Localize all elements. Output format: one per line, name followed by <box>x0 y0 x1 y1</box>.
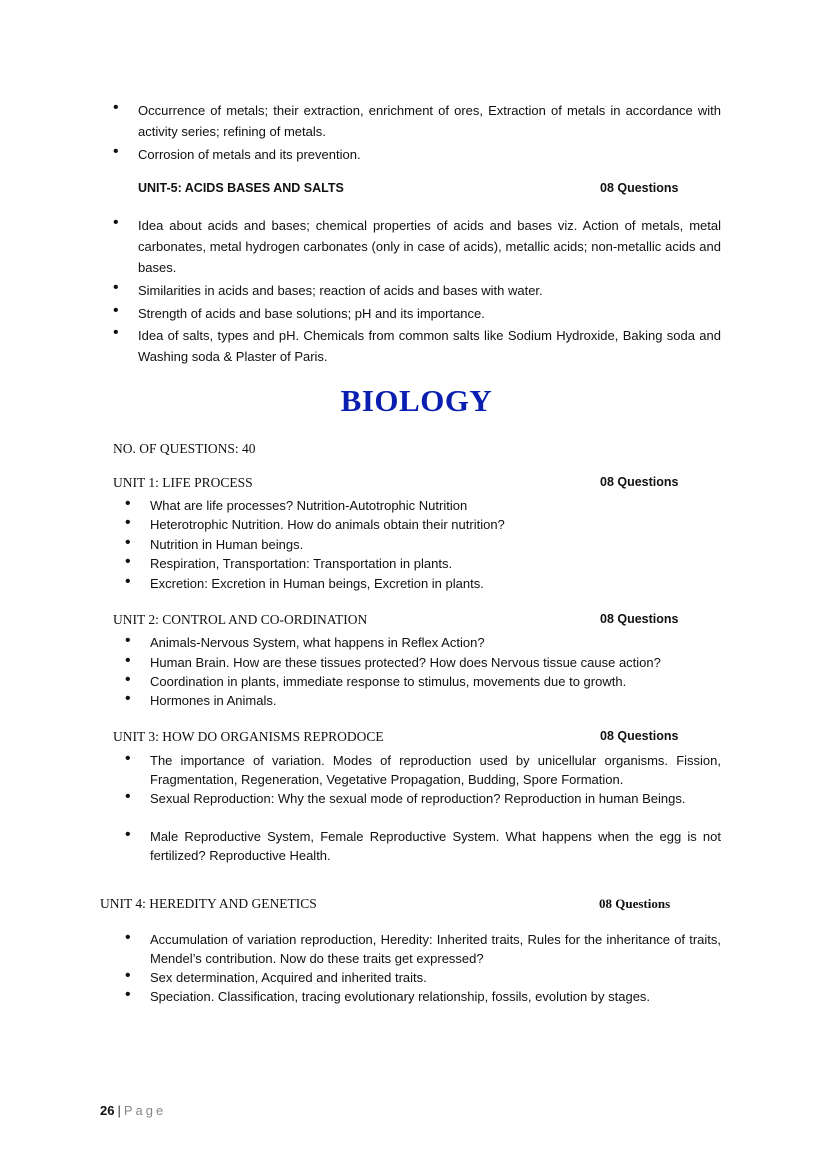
unit-heading: UNIT 3: HOW DO ORGANISMS REPRODOCE <box>113 729 384 744</box>
list-item-text: Heterotrophic Nutrition. How do animals obtain their nutrition? <box>150 517 505 532</box>
list-item-text: Accumulation of variation reproduction, Heredity: Inherited traits, Rules for the inheritance of traits, Mendel’s contribution. Now do these traits get expressed? <box>150 932 721 966</box>
list-item-text: Sex determination, Acquired and inherited traits. <box>150 970 427 985</box>
page-label: Page <box>123 1103 167 1118</box>
bullet-icon: • <box>125 495 131 512</box>
bullet-icon: • <box>125 514 131 531</box>
list-item-text: What are life processes? Nutrition-Autotrophic Nutrition <box>150 498 468 513</box>
unit-heading: UNIT-5: ACIDS BASES AND SALTS <box>138 181 344 195</box>
page-footer <box>100 1103 166 1118</box>
bullet-icon: • <box>113 143 119 160</box>
bullet-icon: • <box>125 632 131 649</box>
question-count: 08 Questions <box>600 181 679 195</box>
page-number: 26 <box>100 1103 115 1118</box>
bullet-icon: • <box>113 324 119 341</box>
list-item-text: Excretion: Excretion in Human beings, Excretion in plants. <box>150 576 484 591</box>
question-count: 08 Questions <box>599 896 671 911</box>
question-count: 08 Questions <box>600 729 679 743</box>
list-item-text: Similarities in acids and bases; reaction of acids and bases with water. <box>138 283 543 298</box>
list-item-text: Occurrence of metals; their extraction, enrichment of ores, Extraction of metals in accordance with activity series; refining of metals. <box>138 103 721 139</box>
bullet-icon: • <box>125 826 131 843</box>
bullet-icon: • <box>113 279 119 296</box>
question-count: 08 Questions <box>600 475 679 489</box>
bullet-icon: • <box>125 967 131 984</box>
bullet-icon: • <box>125 534 131 551</box>
list-item-text: The importance of variation. Modes of reproduction used by unicellular organisms. Fission, Fragmentation, Regeneration, Vegetative Propagation, Budding, Spore Formation. <box>150 753 721 787</box>
section-title: BIOLOGY <box>340 383 493 418</box>
bullet-icon: • <box>125 986 131 1003</box>
list-item-text: Animals-Nervous System, what happens in Reflex Action? <box>150 635 485 650</box>
bullet-icon: • <box>113 302 119 319</box>
list-item-text: Coordination in plants, immediate response to stimulus, movements due to growth. <box>150 674 627 689</box>
question-count: 08 Questions <box>600 612 679 626</box>
list-item-text: Male Reproductive System, Female Reproductive System. What happens when the egg is not fertilized? Reproductive Health. <box>150 829 721 863</box>
bullet-icon: • <box>125 553 131 570</box>
list-item-text: Respiration, Transportation: Transportation in plants. <box>150 556 453 571</box>
list-item-text: Human Brain. How are these tissues protected? How does Nervous tissue cause action? <box>150 655 661 670</box>
bullet-icon: • <box>125 750 131 767</box>
unit-heading: UNIT 1: LIFE PROCESS <box>113 475 253 490</box>
list-item-text: Corrosion of metals and its prevention. <box>138 147 361 162</box>
unit-heading: UNIT 2: CONTROL AND CO-ORDINATION <box>113 612 368 627</box>
bullet-icon: • <box>125 690 131 707</box>
bullet-icon: • <box>125 573 131 590</box>
bullet-icon: • <box>125 652 131 669</box>
question-total: NO. OF QUESTIONS: 40 <box>113 441 256 456</box>
unit-heading: UNIT 4: HEREDITY AND GENETICS <box>100 896 317 911</box>
bullet-icon: • <box>125 929 131 946</box>
bullet-icon: • <box>125 671 131 688</box>
bullet-icon: • <box>113 99 119 116</box>
footer-separator: | <box>117 1103 121 1118</box>
list-item-text: Strength of acids and base solutions; pH and its importance. <box>138 306 485 321</box>
list-item-text: Idea about acids and bases; chemical properties of acids and bases viz. Action of metals, metal carbonates, metal hydrogen carbonates (only in case of acids), metallic acids; non-metallic acids and bases. <box>138 218 721 275</box>
list-item-text: Idea of salts, types and pH. Chemicals from common salts like Sodium Hydroxide, Baking soda and Washing soda & Plaster of Paris. <box>138 328 721 364</box>
list-item-text: Hormones in Animals. <box>150 693 277 708</box>
bullet-icon: • <box>125 788 131 805</box>
bullet-icon: • <box>113 214 119 231</box>
list-item-text: Speciation. Classification, tracing evolutionary relationship, fossils, evolution by stages. <box>150 989 651 1004</box>
list-item-text: Nutrition in Human beings. <box>150 537 304 552</box>
list-item-text: Sexual Reproduction: Why the sexual mode of reproduction? Reproduction in human Beings. <box>150 791 686 806</box>
